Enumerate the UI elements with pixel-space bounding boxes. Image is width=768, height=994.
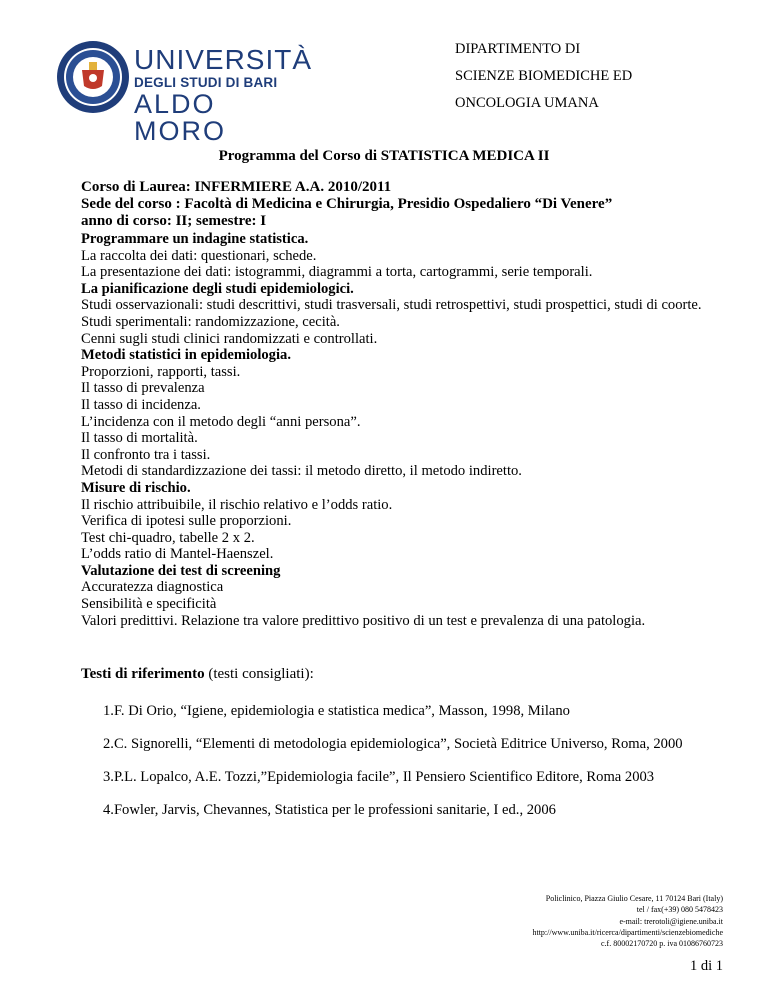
university-name <box>134 46 312 145</box>
syllabus-line: Valori predittivi. Relazione tra valore predittivo positivo di un test e prevalenza di una patologia. <box>81 612 646 629</box>
syllabus-section-heading: La pianificazione degli studi epidemiologici. <box>81 280 354 297</box>
syllabus-line: Sensibilità e specificità <box>81 596 217 613</box>
syllabus-line: Cenni sugli studi clinici randomizzati e controllati. <box>81 330 378 347</box>
reference-item: 4.Fowler, Jarvis, Chevannes, Statistica per le professioni sanitarie, I ed., 2006 <box>103 802 556 818</box>
university-name-line: ALDO MORO <box>134 88 226 146</box>
syllabus-section-heading: Programmare un indagine statistica. <box>81 231 309 247</box>
syllabus-line: La presentazione dei dati: istogrammi, diagrammi a torta, cartogrammi, serie temporali. <box>81 264 593 281</box>
university-seal-icon <box>56 40 130 114</box>
syllabus-section-heading: Valutazione dei test di screening <box>81 562 281 579</box>
university-name-line: UNIVERSITÀ <box>134 44 313 75</box>
syllabus-line: Proporzioni, rapporti, tassi. <box>81 363 241 380</box>
department-name <box>455 36 632 117</box>
course-info <box>81 179 612 230</box>
university-logo <box>56 40 313 146</box>
syllabus-section-heading: Metodi statistici in epidemiologia. <box>81 347 291 364</box>
department-line: SCIENZE BIOMEDICHE ED <box>455 68 633 84</box>
university-name-line: DEGLI STUDI DI BARI <box>134 75 278 90</box>
references-heading <box>81 666 314 683</box>
syllabus-section-heading: Misure di rischio. <box>81 479 191 496</box>
references-heading-bold: Testi di riferimento <box>81 666 205 682</box>
syllabus-line: L’odds ratio di Mantel-Haenszel. <box>81 546 274 563</box>
syllabus <box>81 231 761 629</box>
references-heading-note: (testi consigliati): <box>204 666 314 682</box>
footer-line: http://www.uniba.it/ricerca/dipartimenti/scienzebiomediche <box>532 927 723 937</box>
course-info-line: Corso di Laurea: INFERMIERE A.A. 2010/2011 <box>81 179 392 195</box>
syllabus-line: Il confronto tra i tassi. <box>81 446 211 463</box>
footer-line: Policlinico, Piazza Giulio Cesare, 11 70124 Bari (Italy) <box>545 894 723 903</box>
syllabus-line: Verifica di ipotesi sulle proporzioni. <box>81 513 292 530</box>
reference-item: 2.C. Signorelli, “Elementi di metodologia epidemiologica”, Società Editrice Universo, Roma, 2000 <box>103 736 683 752</box>
syllabus-line: La raccolta dei dati: questionari, schede. <box>81 247 317 264</box>
page-number: 1 di 1 <box>689 958 723 974</box>
syllabus-line: Il tasso di mortalità. <box>81 430 198 447</box>
department-line: ONCOLOGIA UMANA <box>455 95 599 111</box>
reference-item: 3.P.L. Lopalco, A.E. Tozzi,”Epidemiologia facile”, Il Pensiero Scientifico Editore, Roma 2003 <box>103 769 655 785</box>
document-title: Programma del Corso di STATISTICA MEDICA II <box>218 148 550 164</box>
footer-line: e-mail: trerotoli@igiene.uniba.it <box>619 916 723 926</box>
syllabus-line: Accuratezza diagnostica <box>81 579 224 596</box>
syllabus-line: Studi osservazionali: studi descrittivi, studi trasversali, studi retrospettivi, studi prospettici, studi di coorte. <box>81 297 702 314</box>
syllabus-line: Studi sperimentali: randomizzazione, cecità. <box>81 313 340 330</box>
reference-item: 1.F. Di Orio, “Igiene, epidemiologia e statistica medica”, Masson, 1998, Milano <box>103 703 570 719</box>
course-info-line: Sede del corso : Facoltà di Medicina e Chirurgia, Presidio Ospedaliero “Di Venere” <box>81 196 613 212</box>
syllabus-line: Il tasso di prevalenza <box>81 380 205 397</box>
syllabus-line: Metodi di standardizzazione dei tassi: il metodo diretto, il metodo indiretto. <box>81 463 522 480</box>
syllabus-line: Il tasso di incidenza. <box>81 396 201 413</box>
syllabus-line: Il rischio attribuibile, il rischio relativo e l’odds ratio. <box>81 496 393 513</box>
footer-contact <box>532 893 723 949</box>
footer-line: tel / fax(+39) 080 5478423 <box>636 905 723 915</box>
department-line: DIPARTIMENTO DI <box>455 41 581 57</box>
course-info-line: anno di corso: II; semestre: I <box>81 213 267 229</box>
footer-line: c.f. 80002170720 p. iva 01086760723 <box>601 939 723 949</box>
syllabus-line: L’incidenza con il metodo degli “anni persona”. <box>81 413 361 430</box>
syllabus-line: Test chi-quadro, tabelle 2 x 2. <box>81 529 255 546</box>
